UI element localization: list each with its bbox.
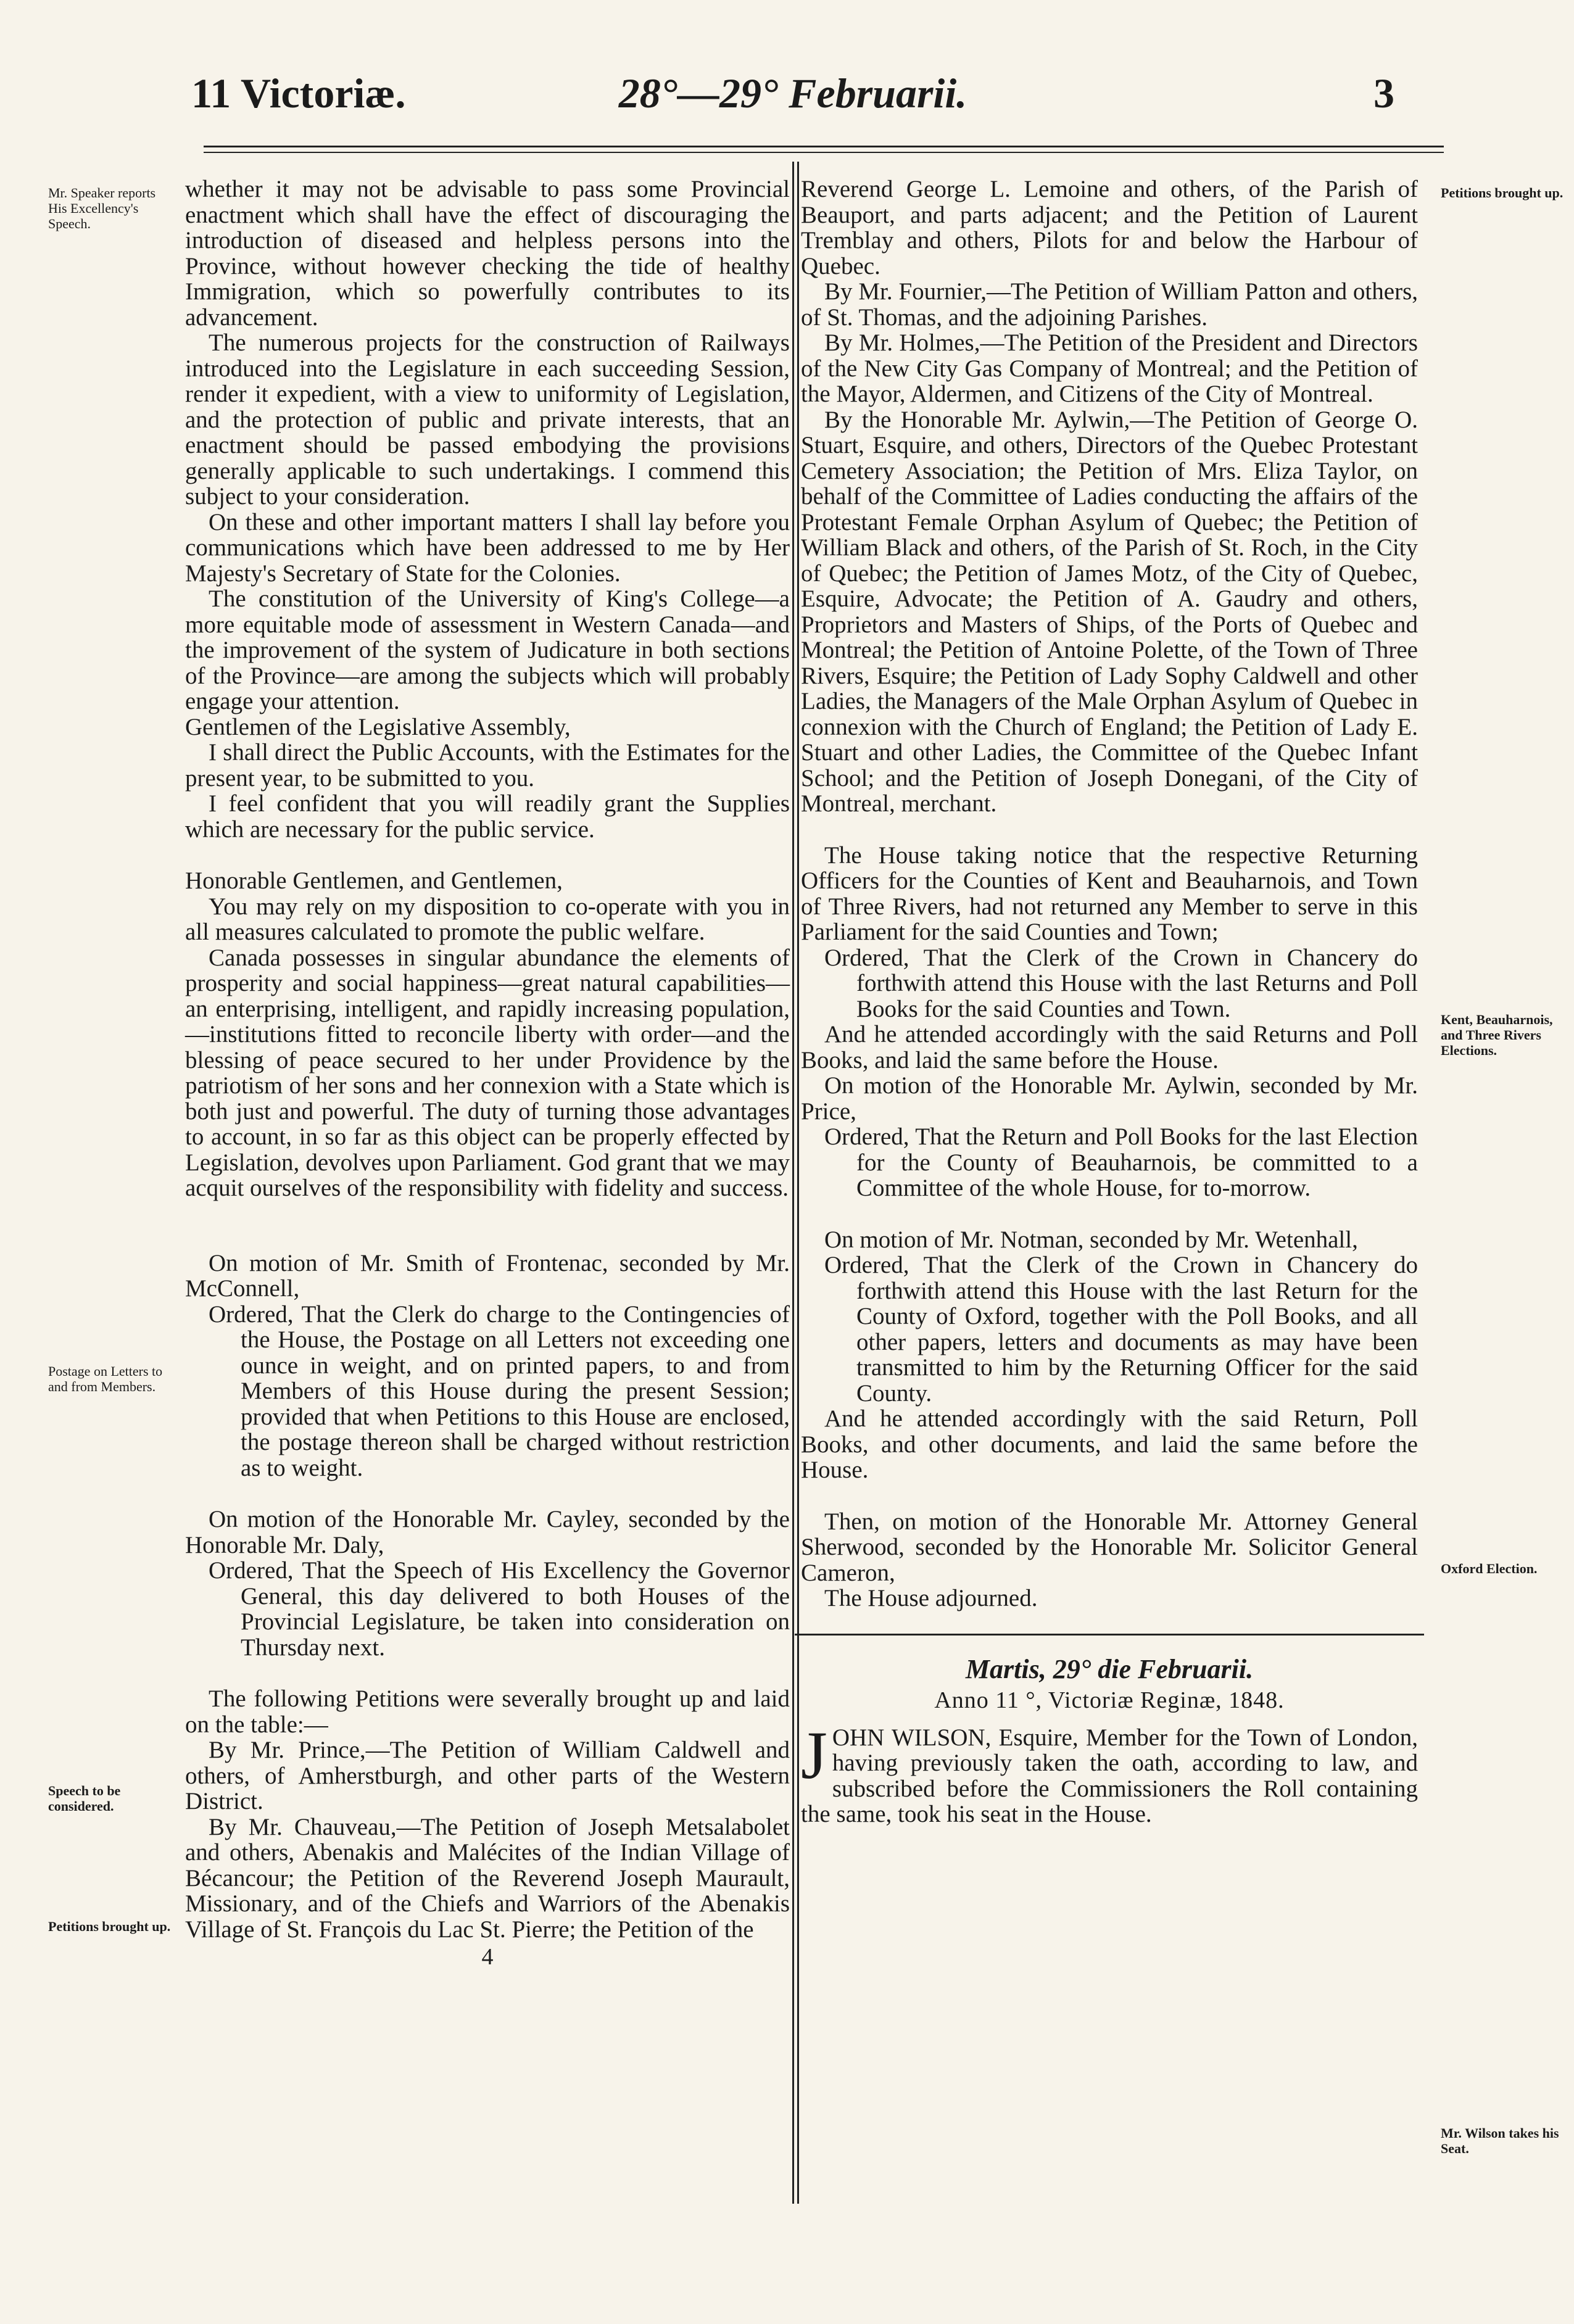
signature-mark: 4	[481, 1944, 494, 1970]
date-heading-text: 28°—29° Februarii.	[618, 70, 967, 117]
order: Ordered, That the Clerk of the Crown in Chancery do forthwith attend this House with the last Returns and Poll Books for the said Counties and Town.	[824, 944, 1418, 1022]
left-column	[185, 176, 790, 1970]
paragraph: The numerous projects for the construction of Railways introduced into the Legislature in each succeeding Session, render it expedient, with a view to uniformity of Legislation, and the protection of public and private interests, that an enactment should be passed embodying the provisions generally applicable to such undertakings. I commend this subject to your consideration.	[185, 329, 790, 510]
motion: Then, on motion of the Honorable Mr. Attorney General Sherwood, seconded by the Honorable Mr. Solicitor General Cameron,	[801, 1508, 1418, 1586]
petition: By Mr. Prince,—The Petition of William Caldwell and others, of Amherstburgh, and other parts of the Western District.	[185, 1737, 790, 1814]
margin-note-petitions-right: Petitions brought up.	[1441, 185, 1564, 201]
day-title: Martis, 29° die Februarii.	[965, 1653, 1254, 1684]
order: Ordered, That the Clerk of the Crown in Chancery do forthwith attend this House with the last Return for the County of Oxford, together with the Poll Books, and all other papers, letters and documents as may have been transmitted to him by the Returning Officer for the said County.	[824, 1252, 1418, 1407]
paragraph: Reverend George L. Lemoine and others, of the Parish of Beauport, and parts adjacent; and the Petition of Laurent Tremblay and others, Pilots for and below the Harbour of Quebec.	[801, 176, 1418, 279]
column-divider-inner	[797, 162, 799, 2204]
motion: On motion of Mr. Smith of Frontenac, seconded by Mr. McConnell,	[185, 1249, 790, 1302]
running-header	[191, 69, 1394, 137]
regnal-date: Anno 11 °, Victoriæ Reginæ, 1848.	[934, 1687, 1285, 1713]
order: Ordered, That the Return and Poll Books for the last Election for the County of Beauharnois, be committed to a Committee of the whole House, for to-morrow.	[824, 1123, 1418, 1201]
motion: On motion of the Honorable Mr. Cayley, seconded by the Honorable Mr. Daly,	[185, 1506, 790, 1558]
adjournment: The House adjourned.	[824, 1585, 1038, 1611]
paragraph: JOHN WILSON, Esquire, Member for the Town of London, having previously taken the oath, according to law, and subscribed before the Commissioners the Roll containing the same, took his seat in the House.	[801, 1717, 1418, 1827]
paragraph: I shall direct the Public Accounts, with the Estimates for the present year, to be submitted to you.	[185, 739, 790, 792]
regnal-year: 11 Victoriæ.	[191, 70, 406, 117]
order: Ordered, That the Speech of His Excellency the Governor General, this day delivered to both Houses of the Provincial Legislature, be taken into consideration on Thursday next.	[209, 1557, 790, 1661]
petition: By Mr. Holmes,—The Petition of the President and Directors of the New City Gas Company of Montreal; and the Petition of the Mayor, Aldermen, and Citizens of the City of Montreal.	[801, 329, 1418, 407]
petition: By the Honorable Mr. Aylwin,—The Petition of George O. Stuart, Esquire, and others, Directors of the Quebec Protestant Cemetery Association; the Petition of Mrs. Eliza Taylor, on behalf of the Committee of Ladies conducting the affairs of the Protestant Female Orphan Asylum of Quebec; the Petition of William Black and others, of the Parish of St. Roch, in the City of Quebec; the Petition of James Motz, of the City of Quebec, Esquire, Advocate; the Petition of A. Gaudry and others, Proprietors and Masters of Ships, of the Ports of Quebec and Montreal; the Petition of Antoine Polette, of the Town of Three Rivers, Esquire; the Petition of Lady Sophy Caldwell and other Ladies, the Managers of the Male Orphan Asylum of Quebec in connexion with the Church of England; the Petition of Lady E. Stuart and other Ladies, the Committee of the Quebec Infant School; and the Petition of Joseph Donegani, of the City of Montreal, merchant.	[801, 406, 1418, 817]
paragraph: The following Petitions were severally brought up and laid on the table:—	[185, 1685, 790, 1738]
paragraph: On these and other important matters I shall lay before you communications which have been addressed to me by Her Majesty's Secretary of State for the Colonies.	[185, 508, 790, 587]
paragraph: The constitution of the University of King's College—a more equitable mode of assessment in Western Canada—and the improvement of the system of Judicature in both sections of the Province—are among the subjects which will probably engage your attention.	[185, 585, 790, 714]
paragraph: whether it may not be advisable to pass some Provincial enactment which shall have the effect of discouraging the introduction of diseased and helpless persons into the Province, without however checking the tide of healthy Immigration, which so powerfully contributes to its advancement.	[185, 176, 790, 331]
margin-note-wilson: Mr. Wilson takes his Seat.	[1441, 2125, 1559, 2156]
header-rule-thin	[204, 152, 1444, 153]
paragraph: The House taking notice that the respective Returning Officers for the Counties of Kent and Beauharnois, and Town of Three Rivers, had not returned any Member to serve in this Parliament for the said Counties and Town;	[801, 842, 1418, 945]
margin-note-postage: Postage on Letters to and from Members.	[48, 1363, 163, 1394]
margin-note-speaker: Mr. Speaker reports His Excellency's Speech.	[48, 185, 156, 231]
petition: By Mr. Fournier,—The Petition of William Patton and others, of St. Thomas, and the adjoining Parishes.	[801, 278, 1418, 331]
date-heading	[191, 69, 1394, 118]
page-number: 3	[1373, 70, 1394, 117]
paragraph: I feel confident that you will readily grant the Supplies which are necessary for the public service.	[185, 790, 790, 843]
margin-note-kent: Kent, Beauharnois, and Three Rivers Elections.	[1441, 1012, 1553, 1058]
paragraph: Canada possesses in singular abundance the elements of prosperity and social happiness—great natural capabilities—an enterprising, intelligent, and rapidly increasing population,—institutions fitted to reconcile liberty with order—and the blessing of peace secured to her under Providence by the patriotism of her sons and her connexion with a State which is both just and powerful. The duty of turning those advantages to account, in so far as this object can be properly effected by Legislation, devolves upon Parliament. God grant that we may acquit ourselves of the responsibility with fidelity and success.	[185, 944, 790, 1201]
margin-note-oxford: Oxford Election.	[1441, 1561, 1538, 1576]
address-heading: Gentlemen of the Legislative Assembly,	[185, 713, 571, 740]
column-divider	[792, 162, 794, 2204]
order: Ordered, That the Clerk do charge to the Contingencies of the House, the Postage on all Letters not exceeding one ounce in weight, and on printed papers, to and from Members of this House during the present Session; provided that when Petitions to this House are enclosed, the postage thereon shall be charged without restriction as to weight.	[209, 1301, 790, 1481]
right-column	[801, 176, 1418, 1827]
address-heading: Honorable Gentlemen, and Gentlemen,	[185, 867, 563, 894]
margin-note-speech: Speech to be considered.	[48, 1783, 121, 1814]
paragraph: And he attended accordingly with the said Returns and Poll Books, and laid the same before the House.	[801, 1021, 1418, 1073]
paragraph: And he attended accordingly with the said Return, Poll Books, and other documents, and laid the same before the House.	[801, 1405, 1418, 1483]
section-rule	[795, 1634, 1424, 1635]
petition: By Mr. Chauveau,—The Petition of Joseph Metsalabolet and others, Abenakis and Malécites of the Indian Village of Bécancour; the Petition of the Reverend Joseph Maurault, Missionary, and of the Chiefs and Warriors of the Abenakis Village of St. François du Lac St. Pierre; the Petition of the	[185, 1813, 790, 1943]
margin-note-petitions: Petitions brought up.	[48, 1919, 171, 1934]
motion: On motion of the Honorable Mr. Aylwin, seconded by Mr. Price,	[801, 1072, 1418, 1125]
motion: On motion of Mr. Notman, seconded by Mr. Wetenhall,	[824, 1226, 1358, 1253]
header-rule	[204, 146, 1444, 147]
paragraph: You may rely on my disposition to co-operate with you in all measures calculated to promote the public welfare.	[185, 893, 790, 945]
